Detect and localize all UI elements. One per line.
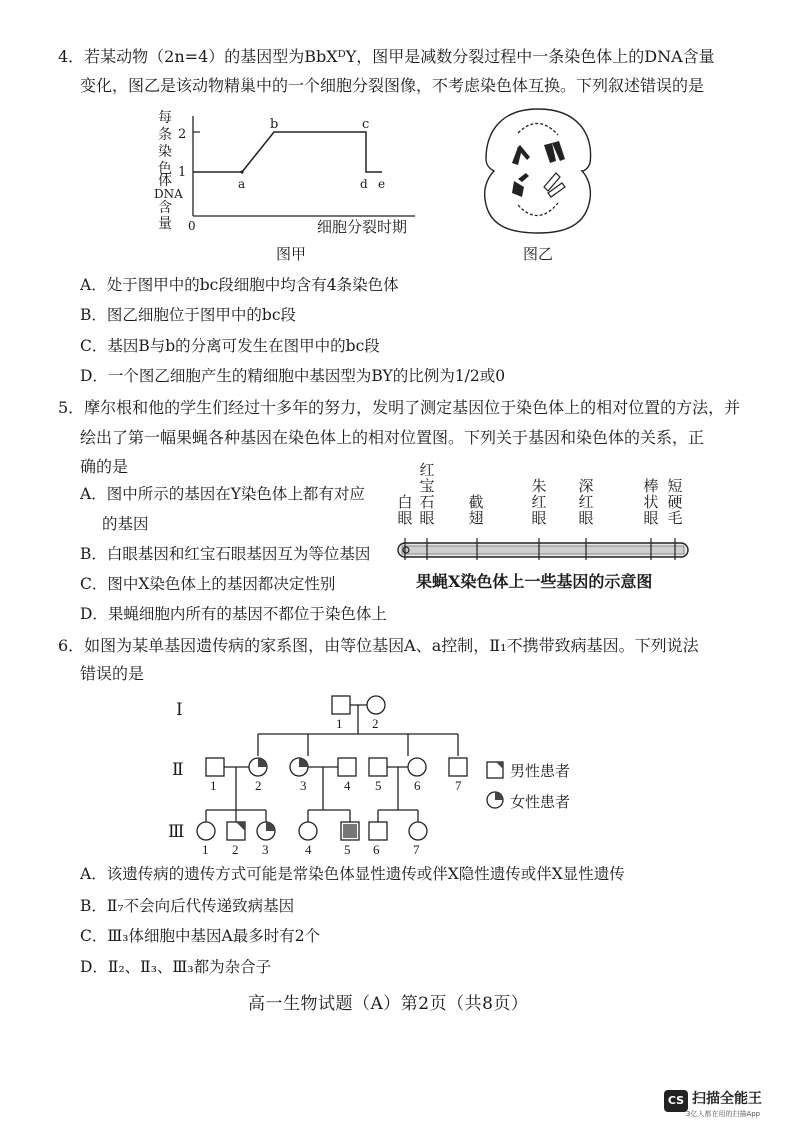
q5-stem-line3: 确的是 — [80, 457, 129, 476]
gen3-num-4: 4 — [305, 842, 312, 857]
fig-jia-ytick-1: 1 — [178, 165, 187, 180]
gene-label-bristle: 短硬毛 — [667, 477, 683, 527]
gen2-female-6 — [408, 758, 426, 776]
gen2-male-4 — [338, 758, 356, 776]
gen3-num-5: 5 — [344, 842, 351, 857]
q5-option-c: C．图中X染色体上的基因都决定性别 — [80, 575, 336, 593]
gen3-num-1: 1 — [202, 842, 209, 857]
chromosome-left-top — [512, 145, 530, 165]
gen1-num-1: 1 — [336, 716, 343, 731]
gene-label-white-eye: 白眼 — [397, 493, 413, 527]
gen3-male-6 — [369, 822, 387, 840]
q6-option-a: A．该遗传病的遗传方式可能是常染色体显性遗传或伴X隐性遗传或伴X显性遗传 — [80, 865, 625, 883]
q6-option-b: B．Ⅱ₇不会向后代传递致病基因 — [80, 897, 295, 915]
figure-jia-graph — [150, 104, 430, 234]
gen3-num-6: 6 — [373, 842, 380, 857]
legend-female-label: 女性患者 — [510, 793, 571, 811]
q4-option-a: A．处于图甲中的bc段细胞中均含有4条染色体 — [80, 276, 399, 294]
fig-jia-ylabel-6: DNA — [154, 187, 183, 201]
fig-jia-point-c: c — [362, 117, 370, 132]
fig-jia-point-b: b — [270, 117, 279, 132]
gen3-female-1 — [197, 822, 215, 840]
q5-option-b: B．白眼基因和红宝石眼基因互为等位基因 — [80, 545, 371, 563]
fig-jia-ytick-2: 2 — [178, 127, 187, 142]
gen3-female-7 — [409, 822, 427, 840]
chromosome-caption: 果蝇X染色体上一些基因的示意图 — [416, 572, 653, 591]
gene-label-cut-wing: 截翅 — [468, 493, 484, 527]
gene-label-bar-eye: 棒状眼 — [643, 477, 659, 527]
q6-option-c: C．Ⅲ₃体细胞中基因A最多时有2个 — [80, 927, 321, 945]
camscanner-logo: CS — [664, 1090, 688, 1112]
gen2-num-2: 2 — [255, 778, 262, 793]
gen3-num-3: 3 — [262, 842, 269, 857]
fig-jia-ylabel-7: 含 — [158, 200, 172, 216]
gen2-num-5: 5 — [375, 778, 382, 793]
fig-jia-point-e: e — [378, 177, 386, 191]
gen2-num-6: 6 — [414, 778, 421, 793]
gen2-num-1: 1 — [210, 778, 217, 793]
q4-option-d: D．一个图乙细胞产生的精细胞中基因型为BY的比例为1/2或0 — [80, 367, 506, 385]
q5-option-d: D．果蝇细胞内所有的基因不都位于染色体上 — [80, 605, 387, 623]
gen1-male-1 — [332, 696, 350, 714]
x-chromosome-bar — [396, 538, 692, 564]
page-footer: 高一生物试题（A）第2页（共8页） — [248, 994, 529, 1014]
gen2-num-3: 3 — [300, 778, 307, 793]
gen1-num-2: 2 — [372, 716, 379, 731]
gen-label-3: Ⅲ — [168, 822, 185, 842]
fig-jia-ylabel-3: 染 — [158, 144, 172, 160]
chromosome-right-bottom — [544, 173, 565, 197]
gen2-male-7 — [449, 758, 467, 776]
fig-jia-curve — [193, 132, 382, 172]
fig-jia-ylabel-1: 每 — [158, 110, 172, 126]
fig-jia-ylabel-5: 体 — [158, 173, 172, 189]
chromosome-right-top — [544, 141, 565, 163]
q5-option-a: A．图中所示的基因在Y染色体上都有对应 — [80, 485, 365, 503]
gen3-female-4 — [299, 822, 317, 840]
gene-label-carmine-eye: 深红眼 — [578, 477, 594, 527]
gene-label-ruby-eye: 红宝石眼 — [419, 461, 435, 527]
gen-label-2: Ⅱ — [172, 760, 184, 780]
q4-stem-line2: 变化，图乙是该动物精巢中的一个细胞分裂图像，不考虑染色体互换。下列叙述错误的是 — [80, 76, 705, 95]
fig-jia-ylabel-8: 量 — [158, 216, 172, 232]
figure-yi-cell — [478, 105, 598, 235]
fig-yi-caption: 图乙 — [523, 245, 554, 263]
legend-male-label: 男性患者 — [510, 762, 571, 780]
pedigree-legend-symbols — [486, 760, 506, 810]
cell-membrane — [485, 109, 591, 233]
fig-jia-ylabel-4: 色 — [158, 161, 172, 177]
fig-jia-caption: 图甲 — [276, 245, 307, 263]
q6-stem-line1: 6．如图为某单基因遗传病的家系图，由等位基因A、a控制，Ⅱ₁不携带致病基因。下列说法 — [58, 636, 699, 655]
q6-option-d: D．Ⅱ₂、Ⅱ₃、Ⅲ₃都为杂合子 — [80, 958, 272, 976]
fig-jia-point-d: d — [360, 177, 368, 191]
fig-jia-xlabel: 细胞分裂时期 — [317, 218, 408, 236]
gene-label-vermilion-eye: 朱红眼 — [531, 477, 547, 527]
fig-jia-ylabel-2: 条 — [158, 127, 172, 143]
gen2-num-7: 7 — [455, 778, 462, 793]
gen2-num-4: 4 — [344, 778, 351, 793]
q4-option-b: B．图乙细胞位于图甲中的bc段 — [80, 306, 296, 324]
fig-jia-origin: 0 — [188, 219, 196, 233]
camscanner-name: 扫描全能王 — [692, 1091, 762, 1107]
q5-stem-line1: 5．摩尔根和他的学生们经过十多年的努力，发明了测定基因位于染色体上的相对位置的方法，并 — [58, 398, 741, 417]
gen2-male-1 — [206, 758, 224, 776]
q5-option-a-cont: 的基因 — [102, 515, 149, 533]
gen2-male-5 — [369, 758, 387, 776]
gen1-female-2 — [367, 696, 385, 714]
camscanner-tagline: 3亿人都在用的扫描App — [686, 1110, 761, 1118]
q5-stem-line2: 绘出了第一幅果蝇各种基因在染色体上的相对位置图。下列关于基因和染色体的关系，正 — [80, 428, 705, 447]
gen3-num-2: 2 — [232, 842, 239, 857]
gen3-num-7: 7 — [413, 842, 420, 857]
chromosome-left-bottom — [512, 173, 529, 197]
fig-jia-point-a: a — [238, 177, 246, 191]
q4-option-c: C．基因B与b的分离可发生在图甲中的bc段 — [80, 337, 380, 355]
q6-stem-line2: 错误的是 — [80, 664, 145, 683]
gen-label-1: Ⅰ — [176, 700, 183, 720]
q4-stem-line1: 4．若某动物（2n=4）的基因型为BbXᴰY，图甲是减数分裂过程中一条染色体上的DNA含量 — [58, 47, 715, 66]
